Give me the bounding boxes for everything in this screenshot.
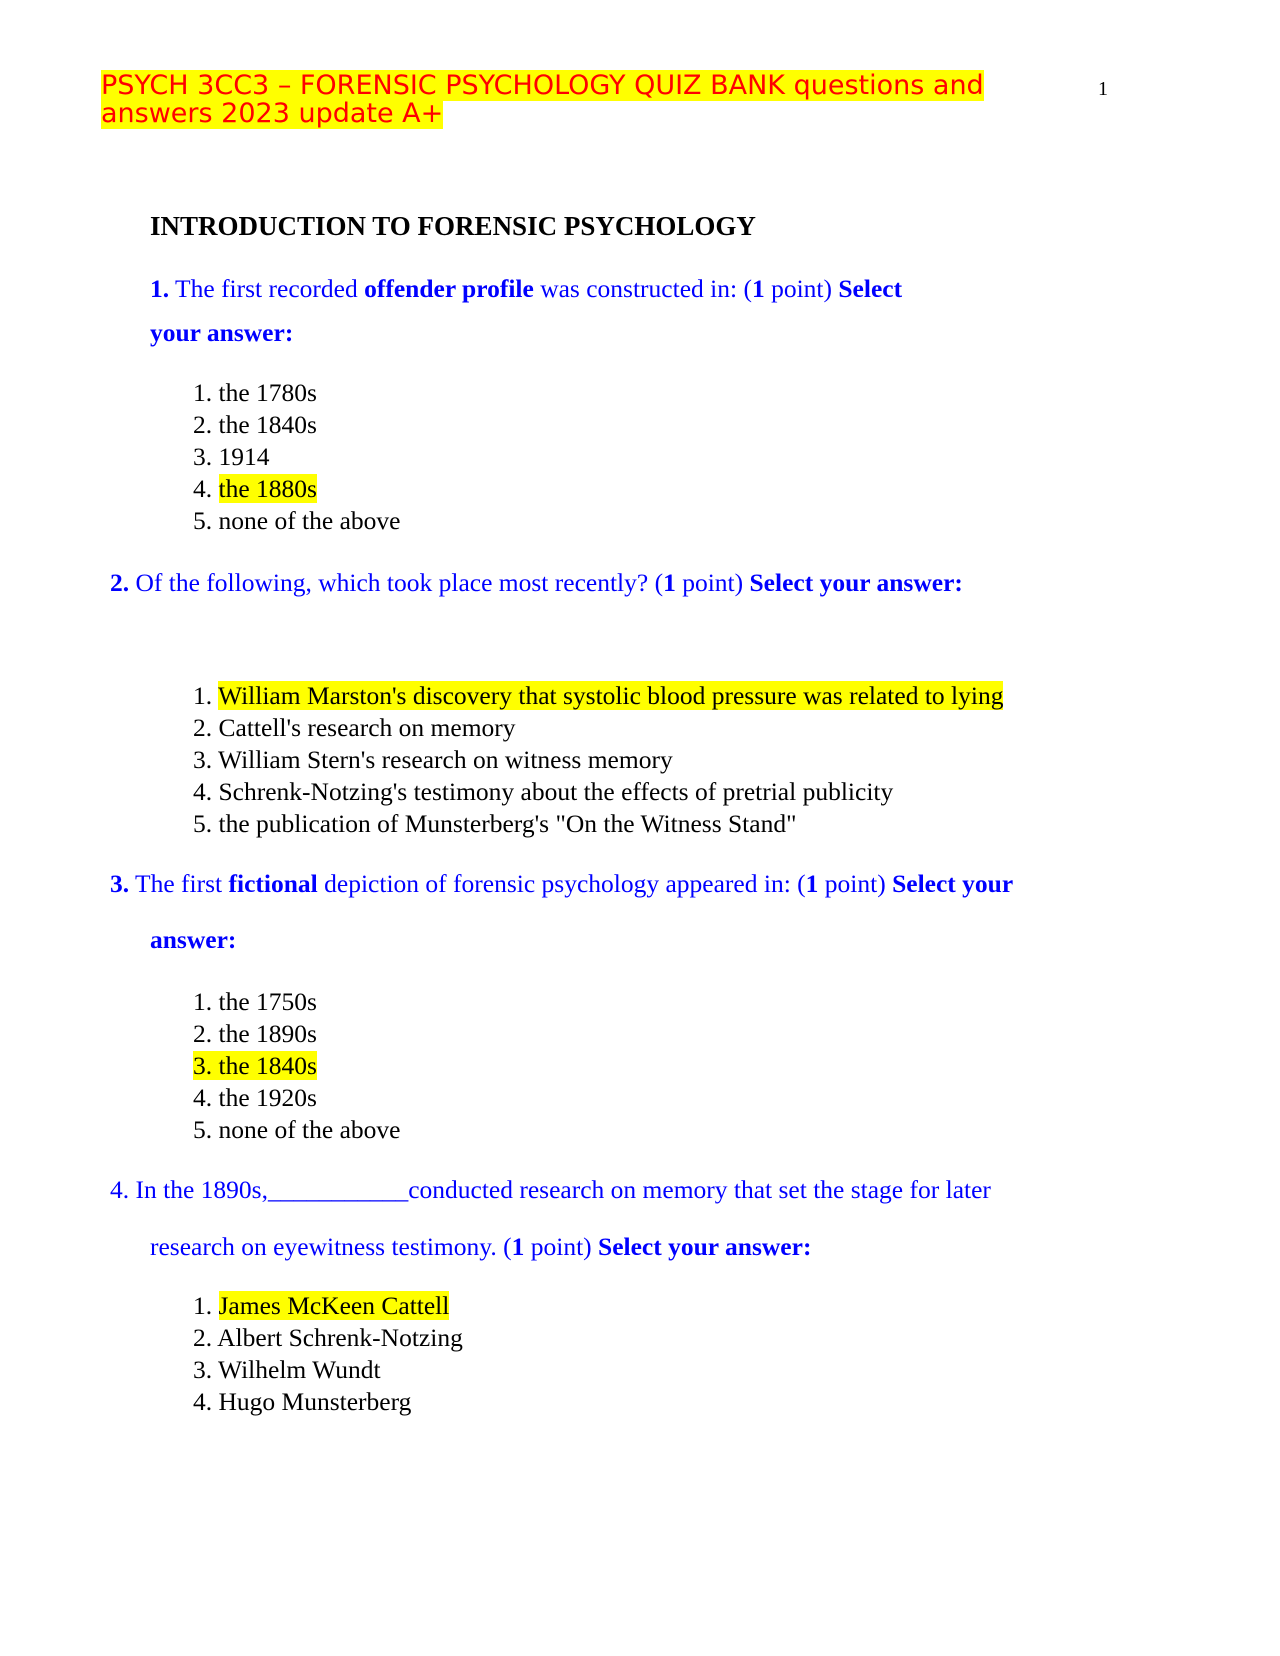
option[interactable] (193, 505, 400, 537)
option-text: 5. none of the above (193, 1115, 401, 1144)
option[interactable] (193, 776, 1003, 808)
question-3-line-2 (150, 925, 236, 955)
question-3-bold-term: fictional (228, 869, 318, 898)
option-text: 2. the 1840s (193, 410, 317, 439)
question-1-bold-term: offender profile (364, 274, 534, 303)
option-text: 2. the 1890s (193, 1019, 317, 1048)
option-text: 4. Schrenk-Notzing's testimony about the effects of pretrial publicity (193, 777, 894, 806)
option[interactable] (193, 1018, 400, 1050)
option-correct[interactable]: 1. James McKeen Cattell (193, 1291, 450, 1320)
section-title: INTRODUCTION TO FORENSIC PSYCHOLOGY (150, 211, 756, 241)
option[interactable] (193, 1386, 463, 1418)
question-1-line-1 (150, 274, 902, 304)
option-text: 4. the 1920s (193, 1083, 317, 1112)
question-2-points: 1 (663, 568, 676, 597)
document-title-text: PSYCH 3CC3 – FORENSIC PSYCHOLOGY QUIZ BANK questions and answers 2023 update A+ (101, 70, 984, 129)
option[interactable] (193, 808, 1003, 840)
option[interactable] (193, 441, 400, 473)
option-text: 2. Albert Schrenk-Notzing (193, 1323, 463, 1352)
option[interactable] (193, 377, 400, 409)
option-text: 1. the 1780s (193, 378, 317, 407)
question-2-number: 2. (110, 568, 130, 597)
option[interactable] (193, 1322, 463, 1354)
question-4-line-2 (150, 1232, 811, 1262)
question-1-options (193, 377, 400, 537)
question-4-points: 1 (511, 1232, 525, 1261)
question-1-select-prompt-2: your answer: (150, 318, 294, 347)
question-3-options (193, 986, 400, 1146)
question-3-text: The first (129, 869, 229, 898)
question-1-points-text: point) (764, 274, 839, 303)
question-1-text-2: was constructed in: ( (533, 274, 752, 303)
correct-answer-highlight: James McKeen Cattell (218, 1291, 450, 1320)
question-2-options (193, 680, 1003, 840)
question-4-line-1: 4. In the 1890s,___________conducted research on memory that set the stage for later (110, 1175, 991, 1204)
question-4-options (193, 1290, 463, 1418)
question-4-text-2: research on eyewitness testimony. ( (150, 1232, 512, 1261)
correct-answer-highlight: the 1880s (218, 474, 317, 503)
option-correct[interactable] (193, 1050, 400, 1082)
question-3-points: 1 (805, 869, 819, 898)
question-1-select-prompt: Select (838, 274, 903, 303)
question-4-select-prompt: Select your answer: (598, 1232, 812, 1261)
option-text: 2. Cattell's research on memory (193, 713, 516, 742)
question-3-points-text: point) (818, 869, 893, 898)
question-3-line-1 (110, 869, 1013, 899)
option[interactable] (193, 409, 400, 441)
option-text: 1. the 1750s (193, 987, 317, 1016)
option-correct[interactable]: 4. the 1880s (193, 474, 317, 503)
question-2-select-prompt: Select your answer: (749, 568, 963, 597)
question-3-number: 3. (110, 869, 130, 898)
option-text: 3. 1914 (193, 442, 270, 471)
question-1-number: 1. (150, 274, 170, 303)
option[interactable] (193, 712, 1003, 744)
question-2-points-text: point) (675, 568, 750, 597)
option[interactable] (193, 1082, 400, 1114)
page-number: 1 (1098, 78, 1108, 100)
question-1-text: The first recorded (175, 274, 365, 303)
question-2-text: Of the following, which took place most recently? ( (129, 568, 664, 597)
correct-answer-highlight: William Marston's discovery that systolic blood pressure was related to lying (218, 681, 1004, 710)
option-text: 5. the publication of Munsterberg's "On the Witness Stand" (193, 809, 797, 838)
option-text: 3. Wilhelm Wundt (193, 1355, 381, 1384)
question-1-points: 1 (751, 274, 765, 303)
question-3-select-prompt-2: answer: (150, 925, 237, 954)
question-1-line-2 (150, 318, 293, 348)
option-correct[interactable]: 1. William Marston's discovery that systolic blood pressure was related to lying (193, 681, 1004, 710)
option-text: 3. William Stern's research on witness memory (193, 745, 673, 774)
question-3-text-2: depiction of forensic psychology appeared in: ( (317, 869, 806, 898)
option[interactable] (193, 1354, 463, 1386)
correct-answer-highlight: 3. the 1840s (193, 1051, 317, 1080)
option[interactable] (193, 744, 1003, 776)
option[interactable] (193, 1114, 400, 1146)
option[interactable] (193, 986, 400, 1018)
question-3-select-prompt: Select your (892, 869, 1014, 898)
question-2-line-1 (110, 568, 963, 598)
option-text: 5. none of the above (193, 506, 401, 535)
option-text: 4. Hugo Munsterberg (193, 1387, 412, 1416)
document-title (101, 72, 1071, 128)
question-4-points-text: point) (524, 1232, 599, 1261)
